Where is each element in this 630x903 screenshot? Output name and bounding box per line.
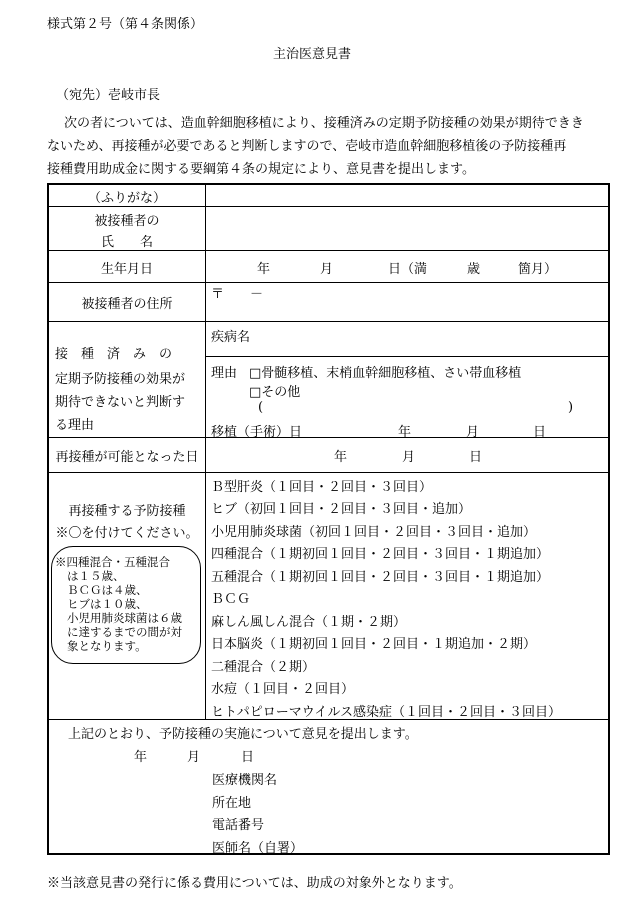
transplant-year[interactable]: 年 [398,425,412,440]
name-field[interactable] [205,209,608,249]
age-note-line-6: に達するまでの間が対 [67,625,182,639]
phone-label: 電話番号 [212,818,265,833]
reason-option-other[interactable]: □その他 [249,385,301,400]
column-divider [205,185,206,719]
age-note-line-5: 小児用肺炎球菌は６歳 [67,611,182,625]
submission-day[interactable]: 日 [241,750,255,765]
reason-label-line-1: 接 種 済 み の [55,347,173,362]
intro-line-1: 次の者については、造血幹細胞移植により、接種済みの定期予防接種の効果が期待できき [64,116,584,131]
name-label-line-1: 被接種者の [94,214,160,229]
vaccine-option[interactable]: 二種混合（２期） [211,660,316,675]
submission-year[interactable]: 年 [134,750,148,765]
reason-label-line-4: る理由 [55,418,95,433]
revaccination-day[interactable]: 日 [469,450,483,465]
other-paren-open: ( [258,400,264,415]
form-table [47,183,610,855]
age-note-line-1: ※四種混合・五種混合 [55,555,170,569]
age-note-line-3: ＢＣＧは４歳、 [67,583,148,597]
submission-statement: 上記のとおり、予防接種の実施について意見を提出します。 [68,727,418,742]
intro-line-2: ないため、再接種が必要であると判断しますので、壱岐市造血幹細胞移植後の予防接種再 [47,139,567,154]
row-rule [49,250,608,251]
vaccine-option[interactable]: ＢＣＧ [211,592,251,607]
addressee: （宛先）壱岐市長 [56,88,161,103]
dob-year[interactable]: 年 [257,262,271,277]
institution-label: 医療機関名 [212,773,278,788]
location-label: 所在地 [212,796,252,811]
revaccination-year[interactable]: 年 [334,450,348,465]
vaccine-option[interactable]: 水痘（１回目・２回目） [211,682,355,697]
submission-month[interactable]: 月 [187,750,201,765]
vaccine-option[interactable]: 五種混合（１期初回１回目・２回目・３回目・１期追加） [211,570,550,585]
row-rule [49,282,608,283]
vaccines-instruction: ※〇を付けてください。 [55,526,199,541]
reason-prefix: 理由 [211,366,238,381]
row-rule [49,437,608,438]
row-rule [205,356,608,357]
revaccination-month[interactable]: 月 [402,450,416,465]
dob-label: 生年月日 [100,262,153,277]
revaccination-date-label: 再接種が可能となった日 [55,450,199,465]
doctor-signature-label: 医師名（自署） [212,841,304,856]
row-rule [49,472,608,473]
vaccine-option[interactable]: Ｂ型肝炎（１回目・２回目・３回目） [211,480,433,495]
vaccine-option[interactable]: 日本脳炎（１期初回１回目・２回目・１期追加・２期） [211,637,537,652]
age-note-line-2: は１５歳、 [67,569,125,583]
vaccine-option[interactable]: 四種混合（１期初回１回目・２回目・３回目・１期追加） [211,547,550,562]
reason-option-transplant[interactable]: □骨髄移植、末梢血幹細胞移植、さい帯血移植 [249,366,522,381]
vaccine-option[interactable]: ヒブ（初回１回目・２回目・３回目・追加） [211,502,472,517]
dob-month[interactable]: 月 [320,262,334,277]
intro-line-3: 接種費用助成金に関する要綱第４条の規定により、意見書を提出します。 [47,162,475,177]
address-field[interactable]: 〒 － [211,287,264,302]
transplant-day[interactable]: 日 [533,425,547,440]
form-number: 様式第２号（第４条関係） [47,17,204,32]
age-note-line-7: 象となります。 [67,639,147,653]
reason-label-line-2: 定期予防接種の効果が [55,372,186,387]
page-title: 主治医意見書 [273,47,352,62]
age-note-line-4: ヒブは１０歳、 [67,597,148,611]
dob-age[interactable]: 歳 [467,262,481,277]
vaccine-option[interactable]: ヒトパピローマウイルス感染症（１回目・２回目・３回目） [211,705,561,720]
vaccines-label: 再接種する予防接種 [68,504,186,519]
transplant-date-label: 移植（手術）日 [211,425,303,440]
footnote: ※当該意見書の発行に係る費用については、助成の対象外となります。 [47,876,462,891]
vaccine-option[interactable]: 麻しん風しん混合（１期・２期） [211,615,407,630]
dob-day-age-open[interactable]: 日（満 [388,262,428,277]
row-rule [49,321,608,322]
reason-label-line-3: 期待できないと判断す [55,395,186,410]
transplant-month[interactable]: 月 [466,425,480,440]
address-label: 被接種者の住所 [81,297,173,312]
furigana-label: （ふりがな） [87,191,166,206]
disease-label: 疾病名 [211,330,251,345]
name-label-line-2: 氏 名 [100,235,153,250]
vaccine-option[interactable]: 小児用肺炎球菌（初回１回目・２回目・３回目・追加） [211,525,537,540]
dob-months[interactable]: 箇月） [518,262,558,277]
other-paren-close: ) [568,400,574,415]
